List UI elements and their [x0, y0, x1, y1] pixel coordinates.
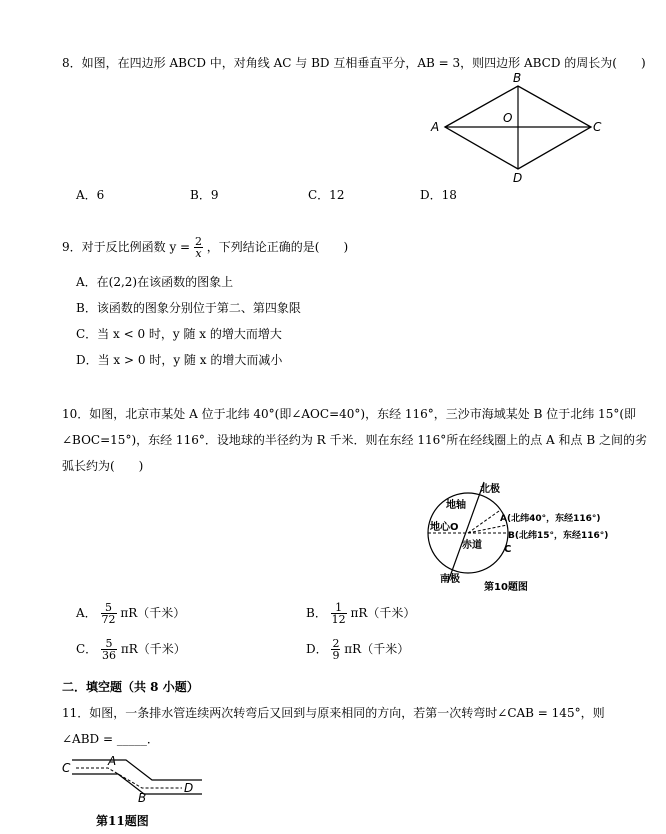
option-unit: πR（千米）: [344, 642, 410, 656]
option-letter: B．: [306, 606, 327, 620]
label-o: O: [503, 111, 513, 125]
frac-num: 2: [332, 637, 340, 650]
section-heading: 二．填空题（共 8 小题）: [62, 680, 199, 694]
option-fraction: [331, 638, 340, 661]
frac-num: 1: [331, 602, 347, 614]
q10-option-b: [306, 602, 415, 625]
q9-option-a: A．在(2,2)在该函数的图象上: [76, 275, 234, 289]
option-letter: A．: [76, 606, 97, 620]
axis-label: 地轴: [446, 500, 466, 511]
option-unit: πR（千米）: [120, 642, 186, 656]
pipe-upper-edge: [72, 760, 202, 780]
q8-option-a: A．6: [76, 188, 105, 202]
south-pole-label: 南极: [440, 574, 460, 585]
frac-den: 9: [332, 649, 340, 662]
q10-option-a: [76, 602, 185, 625]
label-d: D: [513, 171, 523, 184]
pipe-label-c: C: [62, 761, 71, 775]
point-c-label: C: [504, 544, 512, 555]
pipe-lower-edge: [72, 774, 202, 794]
pipe-flow-line: [76, 768, 182, 788]
label-a: A: [431, 120, 440, 134]
point-b-label: B(北纬15°，东经116°): [508, 531, 609, 541]
q9-stem-post: ，下列结论正确的是( ): [206, 240, 349, 254]
q10-option-d: [306, 638, 409, 661]
q9-option-b: B．该函数的图象分别位于第二、第四象限: [76, 301, 301, 315]
equator-label: 赤道: [462, 540, 482, 551]
q8-rhombus-figure: [425, 72, 615, 184]
q9-fraction: [194, 236, 203, 259]
q10-line1: 10．如图，北京市某处 A 位于北纬 40°(即∠AOC=40°)，东经 116°，三沙市海域某处 B 位于北纬 15°(即: [62, 407, 637, 421]
q8-option-b: B．9: [190, 188, 219, 202]
frac-den: 36: [102, 649, 117, 662]
option-unit: πR（千米）: [350, 606, 416, 620]
q11-line2: ∠ABD = _____．: [62, 732, 159, 746]
pipe-label-b: B: [138, 791, 147, 804]
q11-pipe-figure: [62, 752, 212, 804]
q8-option-c: C．12: [308, 188, 345, 202]
frac-den: 72: [101, 613, 116, 626]
q10-option-c: [76, 638, 186, 661]
q9-option-d: D．当 x > 0 时，y 随 x 的增大而减小: [76, 353, 283, 367]
option-letter: C．: [76, 642, 98, 656]
q9-stem: [62, 236, 348, 259]
q9-option-c: C．当 x < 0 时，y 随 x 的增大而增大: [76, 327, 282, 341]
q9-frac-num: 2: [194, 235, 202, 248]
label-b: B: [513, 72, 522, 85]
frac-den: 12: [331, 613, 346, 626]
option-fraction: [101, 638, 117, 661]
pipe-label-a: A: [108, 754, 117, 768]
q9-stem-pre: 9．对于反比例函数 y =: [62, 240, 191, 254]
q10-line3: 弧长约为( ): [62, 459, 144, 473]
option-fraction: [101, 602, 117, 625]
north-pole-label: 北极: [480, 484, 500, 495]
option-letter: D．: [306, 642, 328, 656]
q10-earth-figure: [418, 478, 618, 596]
q8-option-d: D．18: [420, 188, 457, 202]
option-fraction: [331, 602, 347, 625]
q10-line2: ∠BOC=15°)，东经 116°．设地球的半径约为 R 千米．则在东经 116°所在经线圈上的点 A 和点 B 之间的劣: [62, 433, 647, 447]
q11-line1: 11．如图，一条排水管连续两次转弯后又回到与原来相同的方向，若第一次转弯时∠CAB = 145°，则: [62, 706, 605, 720]
option-unit: πR（千米）: [120, 606, 186, 620]
frac-num: 5: [101, 602, 117, 614]
q8-stem: 8．如图，在四边形 ABCD 中，对角线 AC 与 BD 互相垂直平分，AB = 3，则四边形 ABCD 的周长为( ): [62, 56, 646, 70]
label-c: C: [593, 120, 602, 134]
q11-figure-caption: 第11题图: [96, 814, 149, 828]
center-label: 地心O: [430, 522, 459, 533]
frac-num: 5: [101, 638, 117, 650]
point-a-label: A(北纬40°，东经116°): [500, 514, 601, 524]
q10-figure-caption: 第10题图: [484, 582, 528, 593]
q9-frac-den: x: [195, 247, 202, 260]
pipe-label-d: D: [184, 781, 194, 795]
